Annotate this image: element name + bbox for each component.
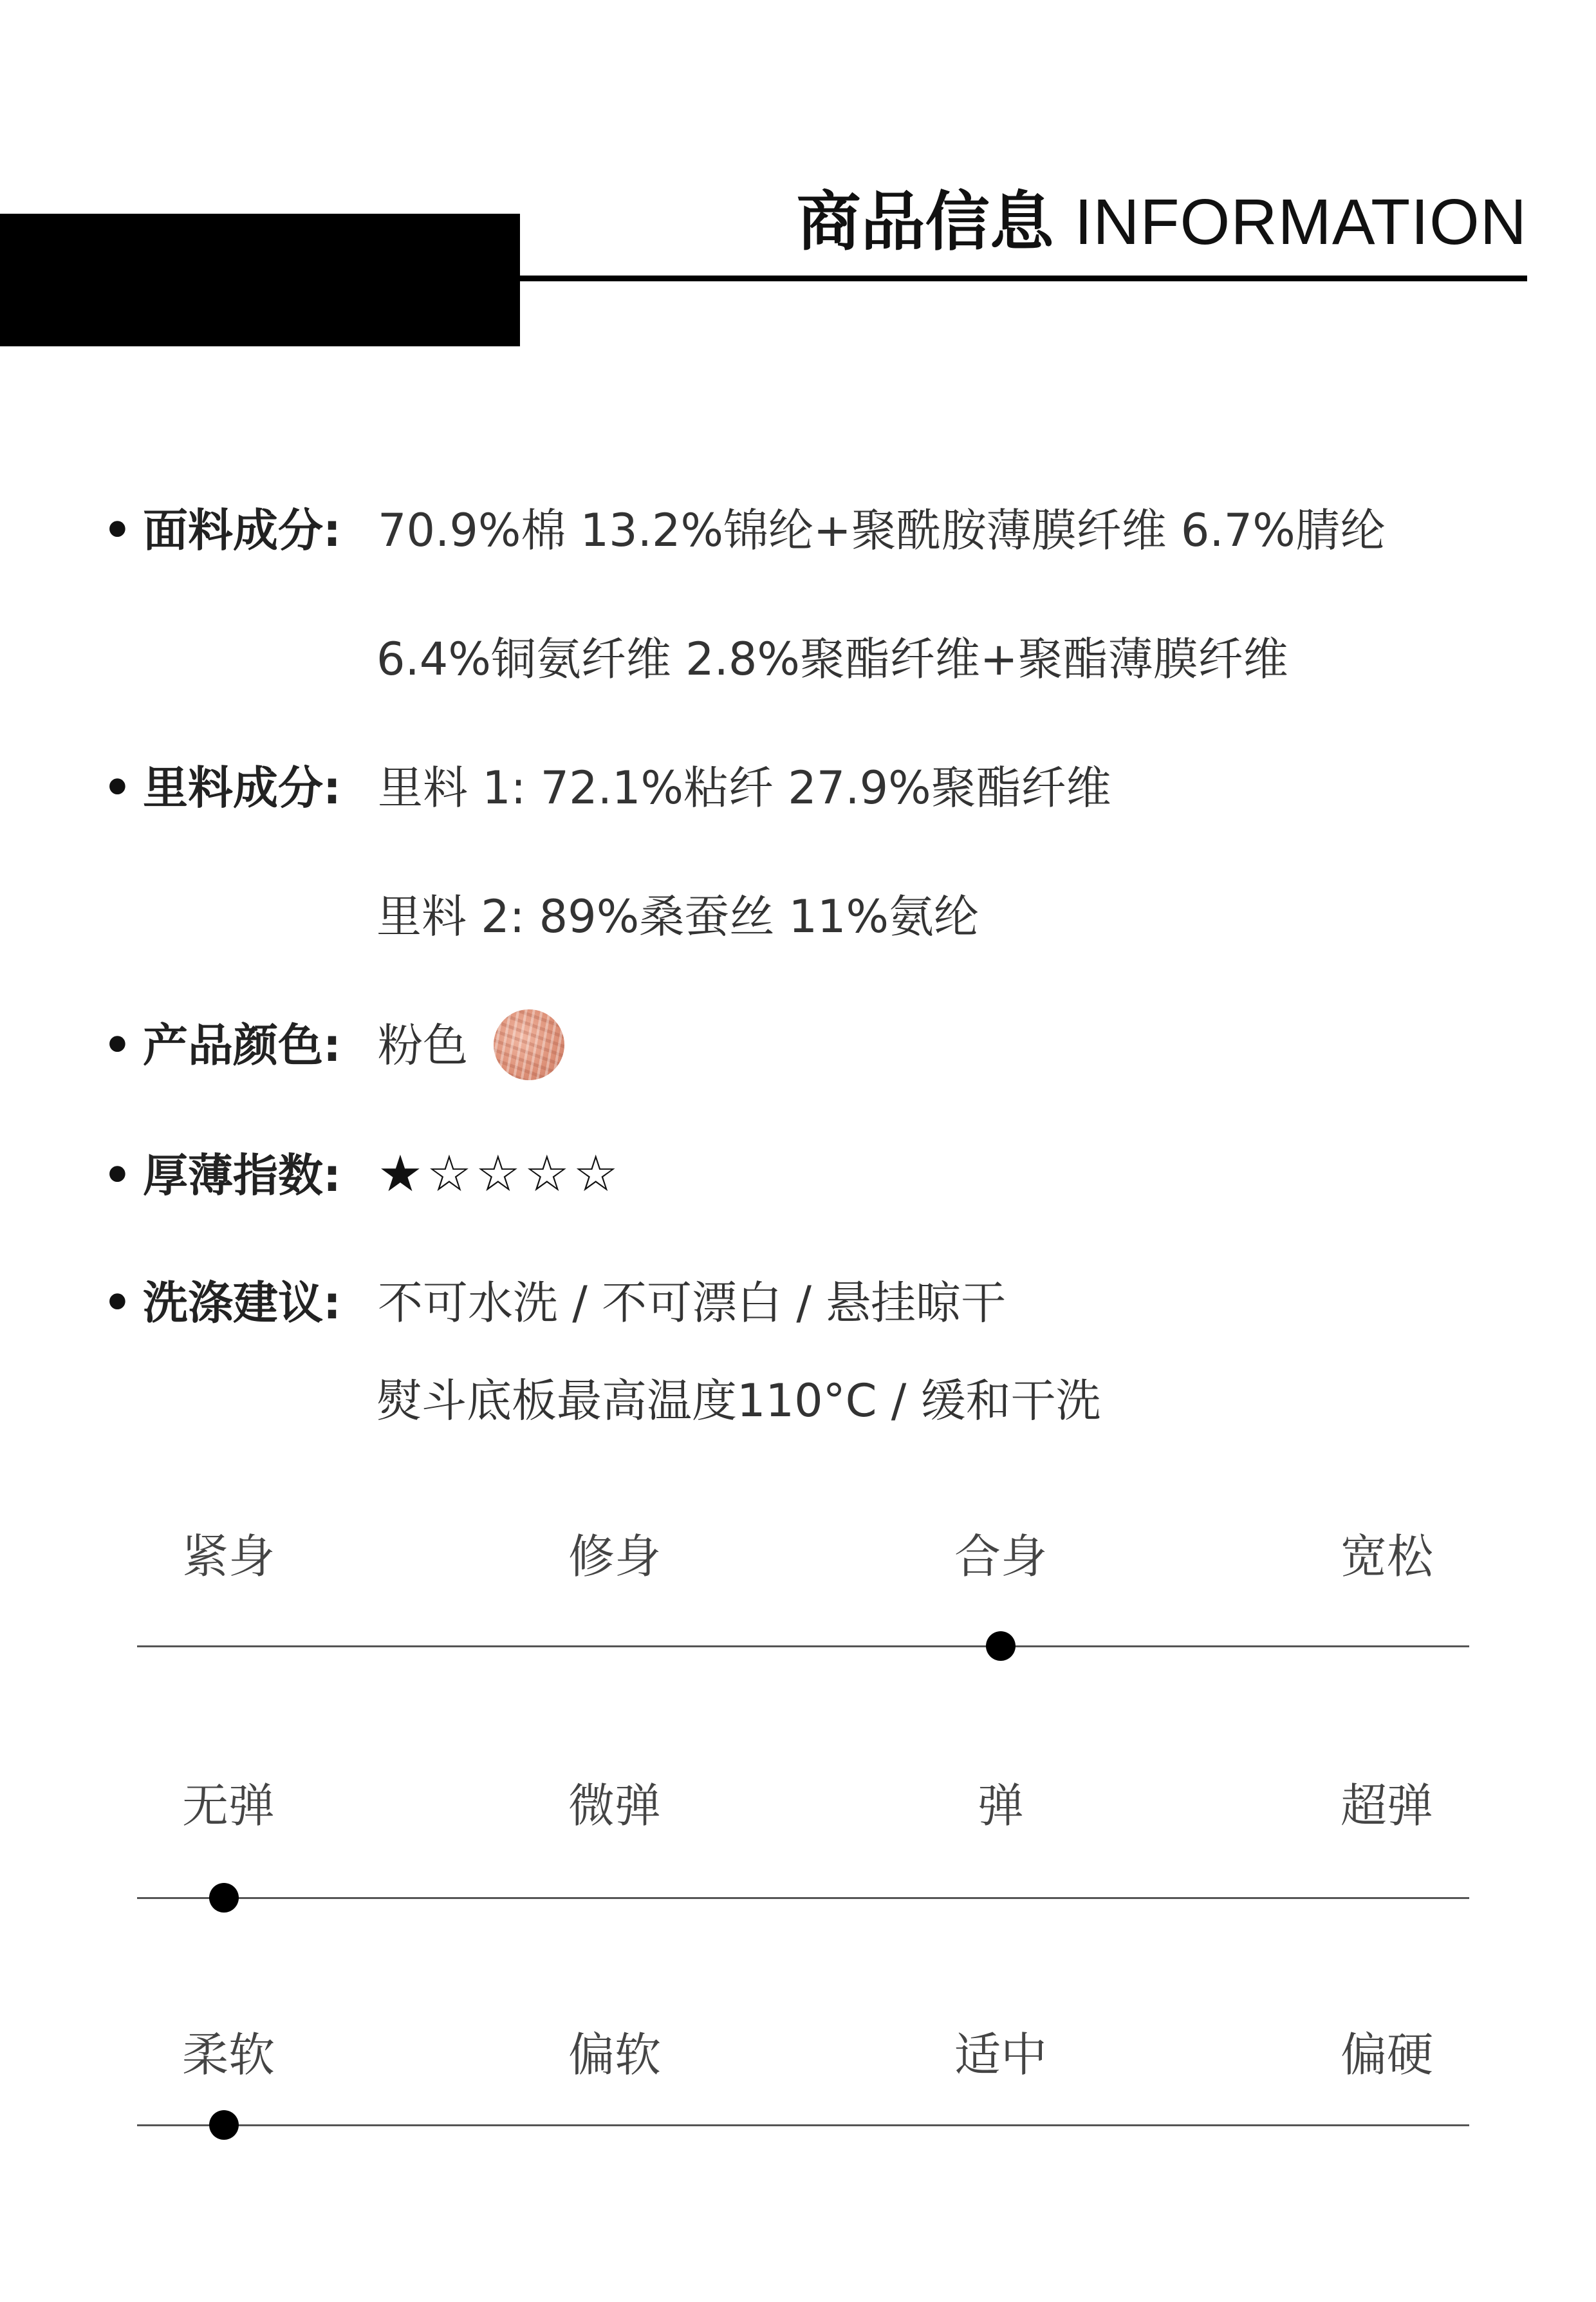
header-divider-line bbox=[520, 276, 1527, 281]
star-empty-icon: ☆ bbox=[475, 1145, 524, 1203]
washing-value-line1: 不可水洗 / 不可漂白 / 悬挂晾干 bbox=[378, 1277, 1007, 1329]
lining-value-line1: 里料 1: 72.1%粘纤 27.9%聚酯纤维 bbox=[378, 762, 1111, 814]
star-filled-icon: ★ bbox=[378, 1145, 427, 1203]
scale-elasticity-track bbox=[137, 1897, 1469, 1899]
scale-softness-label: 偏软 bbox=[568, 2028, 662, 2082]
scale-softness-label: 柔软 bbox=[181, 2028, 275, 2082]
fabric-label: 面料成分: bbox=[143, 504, 341, 557]
scale-fit-track bbox=[137, 1645, 1469, 1647]
scale-elasticity-label: 弹 bbox=[977, 1779, 1025, 1833]
scale-fit-label: 修身 bbox=[568, 1530, 662, 1584]
lining-label: 里料成分: bbox=[143, 762, 341, 814]
info-row-color bbox=[103, 1013, 564, 1080]
section-title-cn: 商品信息 bbox=[796, 184, 1054, 259]
scale-elasticity-label: 无弹 bbox=[181, 1779, 275, 1833]
star-empty-icon: ☆ bbox=[573, 1145, 622, 1203]
bullet-dot: • bbox=[103, 1277, 132, 1329]
scale-fit-indicator bbox=[986, 1631, 1016, 1661]
info-row-fabric bbox=[103, 498, 1386, 563]
fabric-value-line2: 6.4%铜氨纤维 2.8%聚酯纤维+聚酯薄膜纤维 bbox=[376, 633, 1288, 686]
scale-fit-label: 紧身 bbox=[181, 1530, 275, 1584]
header-black-block bbox=[0, 214, 520, 346]
color-value: 粉色 bbox=[378, 1019, 468, 1072]
info-row-thickness bbox=[103, 1142, 622, 1208]
star-empty-icon: ☆ bbox=[426, 1145, 476, 1203]
bullet-dot: • bbox=[103, 762, 132, 814]
fabric-value-line1: 70.9%棉 13.2%锦纶+聚酰胺薄膜纤维 6.7%腈纶 bbox=[378, 504, 1386, 557]
scale-elasticity-label: 超弹 bbox=[1340, 1779, 1434, 1833]
star-empty-icon: ☆ bbox=[524, 1145, 573, 1203]
washing-label: 洗涤建议: bbox=[143, 1277, 341, 1329]
lining-value-line2: 里料 2: 89%桑蚕丝 11%氨纶 bbox=[376, 890, 979, 943]
color-label: 产品颜色: bbox=[143, 1019, 341, 1072]
info-row-washing bbox=[103, 1271, 1006, 1335]
info-row-lining bbox=[103, 756, 1111, 820]
bullet-dot: • bbox=[103, 504, 132, 557]
bullet-dot: • bbox=[103, 1019, 132, 1072]
scale-softness-track bbox=[137, 2124, 1469, 2126]
scale-elasticity-label: 微弹 bbox=[568, 1779, 662, 1833]
scale-softness-label: 适中 bbox=[954, 2028, 1048, 2082]
scale-softness-indicator bbox=[209, 2110, 239, 2140]
scale-elasticity-indicator bbox=[209, 1883, 239, 1913]
bullet-dot: • bbox=[103, 1149, 132, 1202]
scale-softness-label: 偏硬 bbox=[1340, 2028, 1434, 2082]
washing-value-line2: 熨斗底板最高温度110°C / 缓和干洗 bbox=[376, 1374, 1101, 1427]
color-swatch bbox=[494, 1009, 564, 1080]
section-title bbox=[797, 174, 1527, 270]
thickness-label: 厚薄指数: bbox=[143, 1149, 341, 1202]
section-title-en: INFORMATION bbox=[1074, 186, 1527, 258]
thickness-rating-stars bbox=[378, 1142, 622, 1206]
scale-fit-label: 合身 bbox=[954, 1530, 1048, 1584]
scale-fit-label: 宽松 bbox=[1340, 1530, 1434, 1584]
